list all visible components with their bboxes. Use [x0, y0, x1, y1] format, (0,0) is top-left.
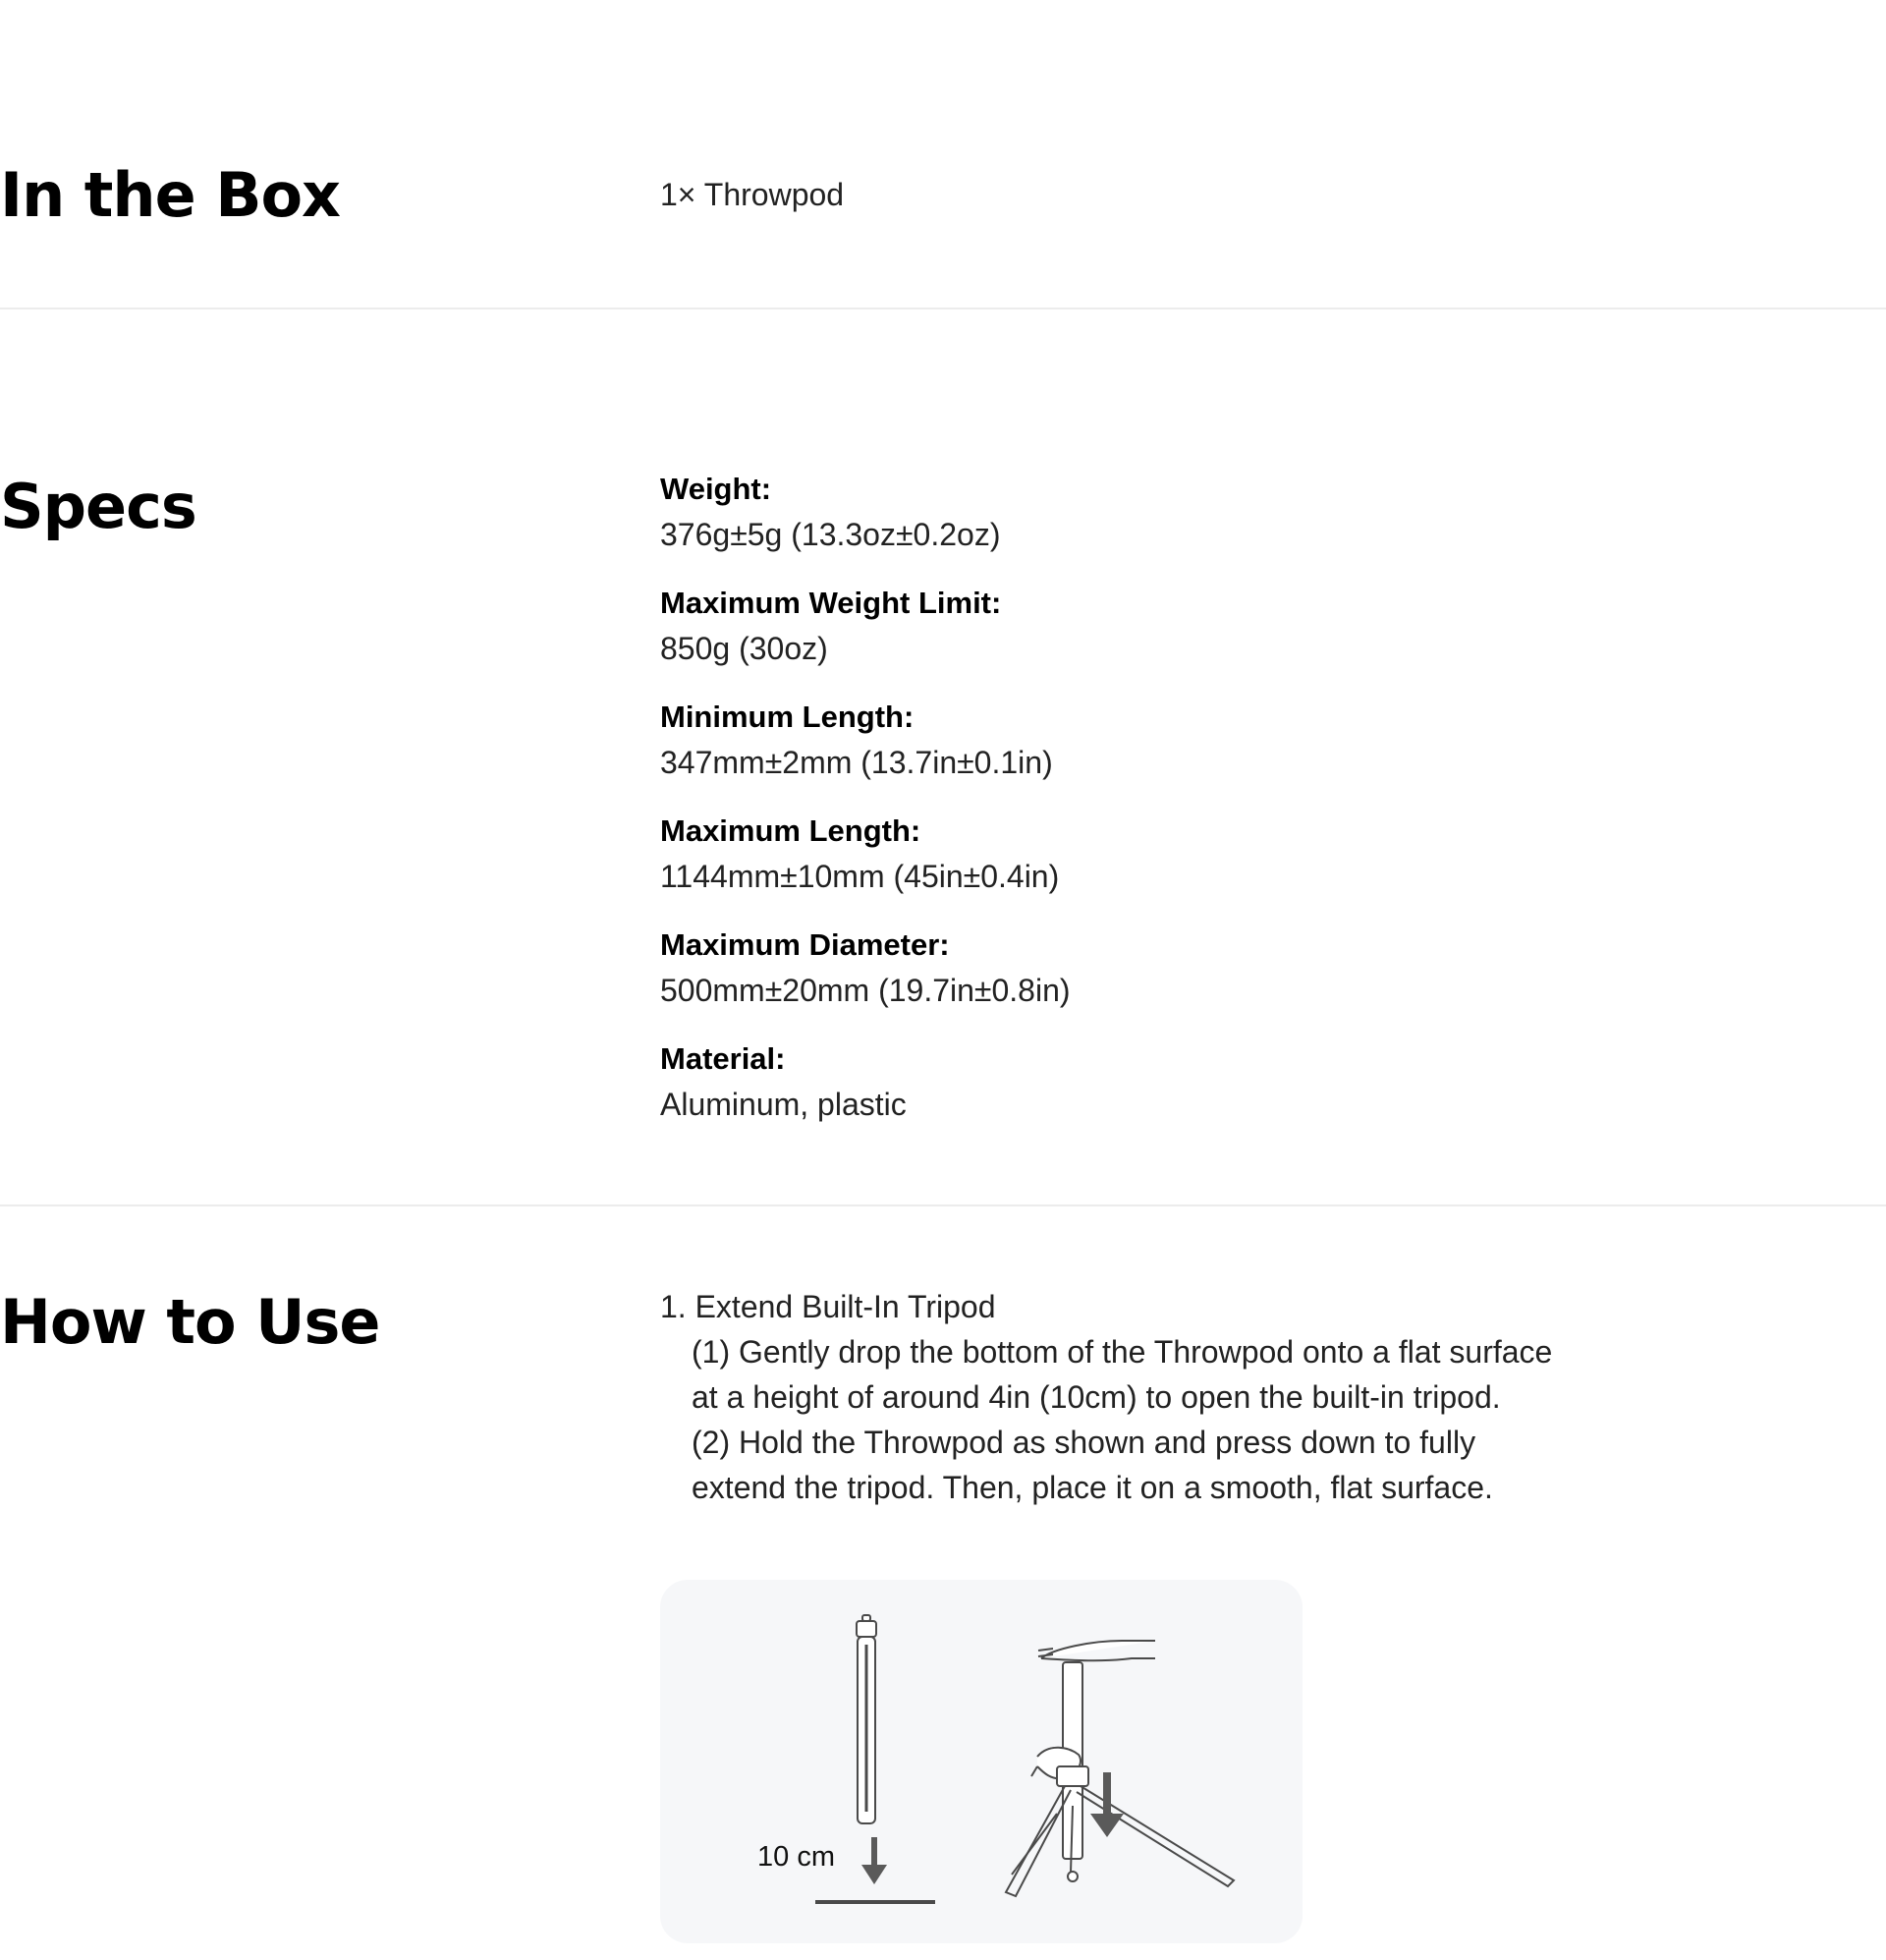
spec-item-max-diameter [660, 923, 1071, 1013]
step-title: 1. Extend Built-In Tripod [660, 1289, 996, 1324]
spec-value: 500mm±20mm (19.7in±0.8in) [660, 973, 1071, 1008]
spec-item-max-weight [660, 581, 1071, 671]
tripod-drawing [660, 1580, 1303, 1943]
in-the-box-item: 1× Throwpod [660, 177, 845, 212]
specs-title: Specs [0, 471, 196, 542]
spec-item-material [660, 1036, 1071, 1127]
drop-arrow-icon [861, 1837, 887, 1884]
specs-list [660, 467, 1071, 1150]
spec-item-max-length [660, 809, 1071, 899]
spec-label: Maximum Weight Limit: [660, 586, 1002, 620]
drop-height-label: 10 cm [757, 1841, 835, 1873]
spec-label: Maximum Length: [660, 813, 921, 848]
spec-label: Minimum Length: [660, 700, 915, 734]
spec-item-weight [660, 467, 1071, 557]
ground-line [815, 1900, 935, 1904]
spec-label: Weight: [660, 472, 772, 506]
how-to-use-steps [660, 1284, 1556, 1510]
spec-value: 1144mm±10mm (45in±0.4in) [660, 859, 1060, 894]
spec-value: 347mm±2mm (13.7in±0.1in) [660, 745, 1053, 780]
step-2-text: (2) Hold the Throwpod as shown and press down to fully extend the tripod. Then, place it on a smooth, flat surface. [692, 1425, 1493, 1505]
divider [0, 308, 1886, 309]
spec-value: 376g±5g (13.3oz±0.2oz) [660, 517, 1001, 552]
spec-value: 850g (30oz) [660, 631, 828, 666]
spec-label: Maximum Diameter: [660, 927, 950, 962]
step-1-text: (1) Gently drop the bottom of the Throwpod onto a flat surface at a height of around 4in (10cm) to open the built-in tripod. [692, 1334, 1553, 1415]
closed-throwpod-icon [857, 1615, 876, 1823]
how-to-use-title: How to Use [0, 1286, 380, 1358]
spec-item-min-length [660, 695, 1071, 785]
open-tripod-icon [1006, 1641, 1234, 1896]
spec-label: Material: [660, 1041, 786, 1076]
in-the-box-title: In the Box [0, 159, 341, 231]
spec-value: Aluminum, plastic [660, 1087, 907, 1122]
divider [0, 1204, 1886, 1206]
tripod-illustration [660, 1580, 1303, 1943]
